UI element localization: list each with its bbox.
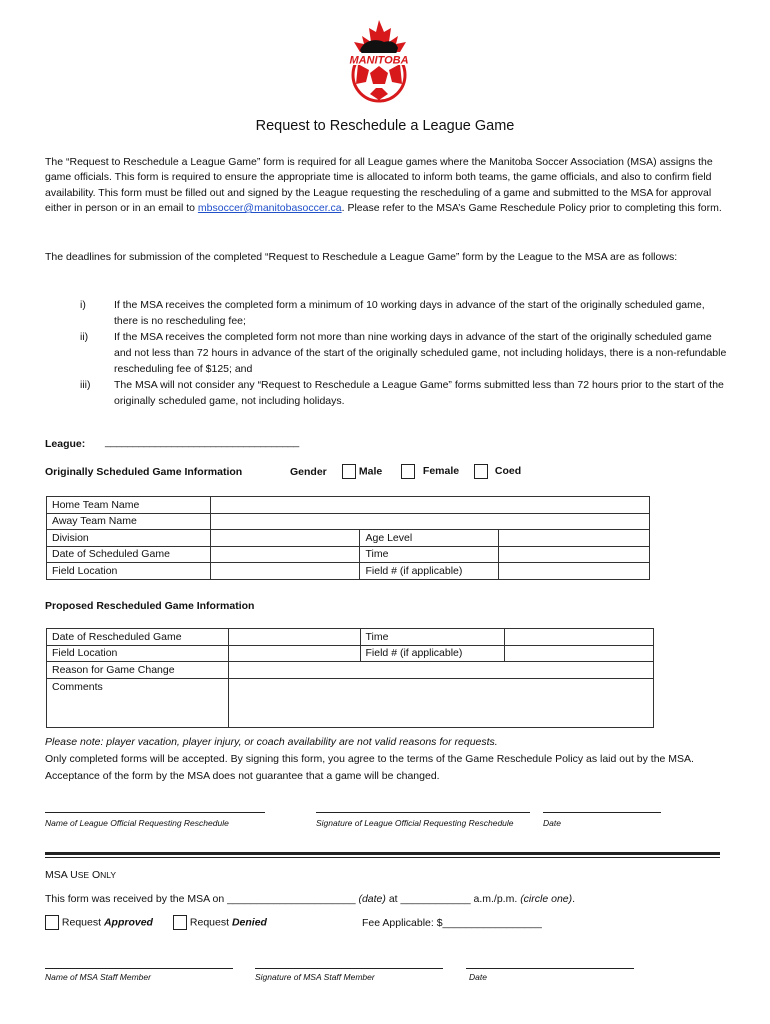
- female-label: Female: [422, 465, 460, 478]
- comments-field[interactable]: [228, 678, 653, 727]
- new-time-field[interactable]: [505, 629, 654, 646]
- time-label: Time: [360, 546, 499, 563]
- table-row: [47, 678, 654, 727]
- denied-checkbox[interactable]: [173, 915, 187, 930]
- staff-signature-line[interactable]: [255, 968, 443, 969]
- denied-option[interactable]: [173, 915, 267, 930]
- msa-title-part: O: [89, 869, 101, 881]
- scheduled-date-label: Date of Scheduled Game: [47, 546, 211, 563]
- new-field-location-label: Field Location: [47, 645, 229, 662]
- league-date-caption: Date: [543, 818, 561, 828]
- league-official-signature-caption: Signature of League Official Requesting Reschedule: [316, 818, 514, 828]
- request-label: Request: [189, 916, 230, 929]
- new-field-number-label: Field # (if applicable): [360, 645, 505, 662]
- time-field[interactable]: [499, 546, 650, 563]
- age-level-field[interactable]: [499, 530, 650, 547]
- home-team-field[interactable]: [210, 497, 649, 514]
- new-field-location-field[interactable]: [228, 645, 360, 662]
- field-location-label: Field Location: [47, 563, 211, 580]
- received-date-text: This form was received by the MSA on ______________________: [45, 893, 356, 905]
- fee-applicable-field[interactable]: Fee Applicable: $_________________: [362, 917, 542, 929]
- agreement-text: Only completed forms will be accepted. By signing this form, you agree to the terms of the Game Reschedule Policy as laid out by the MSA. Acceptance of the form by the MSA does not guarantee that a game will be changed.: [45, 753, 694, 782]
- comments-label: Comments: [47, 678, 229, 727]
- gender-coed-option[interactable]: [474, 464, 521, 479]
- list-item: [80, 297, 730, 329]
- age-level-label: Age Level: [360, 530, 499, 547]
- new-time-label: Time: [360, 629, 505, 646]
- original-game-table: [46, 496, 650, 580]
- division-label: Division: [47, 530, 211, 547]
- intro-paragraph: [45, 155, 730, 216]
- divider: [45, 852, 720, 855]
- table-row: [47, 497, 650, 514]
- home-team-label: Home Team Name: [47, 497, 211, 514]
- intro-text: The “Request to Reschedule a League Game” form is required for all League games where the Manitoba Soccer Association (MSA) assigns the game officials. This form is required to ensure the appropriate time is allocated to inform both teams, the game officials, and also to confirm field availability. This form must be filled out and signed by the League requesting the rescheduling of a game and submitted to the MSA for approval either in person or in an email to: [45, 156, 713, 214]
- msa-use-only-title: [45, 869, 116, 881]
- manitoba-soccer-logo: [336, 18, 422, 104]
- scheduled-date-field[interactable]: [210, 546, 360, 563]
- request-label: Request: [61, 916, 102, 929]
- received-time-text: at ____________ a.m./p.m.: [388, 893, 518, 905]
- received-period: .: [572, 893, 576, 905]
- msa-title-part: MSA U: [45, 869, 78, 881]
- male-checkbox[interactable]: [342, 464, 356, 479]
- intro-text-end: . Please refer to the MSA’s Game Reschedule Policy prior to completing this form.: [341, 201, 722, 214]
- date-hint: (date): [358, 893, 386, 905]
- list-text: If the MSA receives the completed form a minimum of 10 working days in advance of the start of the originally scheduled game, there is no rescheduling fee;: [114, 299, 705, 327]
- staff-name-line[interactable]: [45, 968, 233, 969]
- staff-name-caption: Name of MSA Staff Member: [45, 972, 151, 982]
- deadlines-intro: The deadlines for submission of the completed “Request to Reschedule a League Game” form by the League to the MSA are as follows:: [45, 251, 678, 263]
- gender-male-option[interactable]: [342, 464, 382, 479]
- coed-checkbox[interactable]: [474, 464, 488, 479]
- league-official-name-line[interactable]: [45, 812, 265, 813]
- proposed-section-title: Proposed Rescheduled Game Information: [45, 600, 255, 612]
- league-official-signature-line[interactable]: [316, 812, 530, 813]
- rescheduled-date-label: Date of Rescheduled Game: [47, 629, 229, 646]
- league-field[interactable]: ___________________________________: [105, 436, 299, 448]
- list-number: i): [80, 299, 86, 311]
- table-row: [47, 546, 650, 563]
- note-text: Please note: player vacation, player injury, or coach availability are not valid reasons for requests.: [45, 736, 498, 748]
- proposed-game-table: [46, 628, 654, 728]
- list-text: If the MSA receives the completed form not more than nine working days in advance of the start of the originally scheduled game and not less than 72 hours in advance of the start of the originally scheduled game, not including holidays, there is a non-refundable rescheduling fee of $125; and: [114, 331, 727, 375]
- away-team-label: Away Team Name: [47, 513, 211, 530]
- league-date-line[interactable]: [543, 812, 661, 813]
- list-item: [80, 329, 730, 377]
- list-item: [80, 377, 730, 409]
- circle-hint: (circle one): [520, 893, 573, 905]
- table-row: [47, 513, 650, 530]
- gender-female-option[interactable]: [401, 464, 459, 479]
- table-row: [47, 629, 654, 646]
- denied-label: Denied: [231, 916, 267, 929]
- received-line: [45, 893, 575, 905]
- staff-date-caption: Date: [469, 972, 487, 982]
- league-official-name-caption: Name of League Official Requesting Reschedule: [45, 818, 229, 828]
- list-number: iii): [80, 379, 91, 391]
- table-row: [47, 645, 654, 662]
- logo-text: MANITOBA: [349, 54, 409, 67]
- field-number-field[interactable]: [499, 563, 650, 580]
- approved-label: Approved: [103, 916, 153, 929]
- reason-label: Reason for Game Change: [47, 662, 229, 679]
- msa-title-part: NLY: [100, 870, 117, 880]
- table-row: [47, 530, 650, 547]
- table-row: [47, 563, 650, 580]
- table-row: [47, 662, 654, 679]
- new-field-number-field[interactable]: [505, 645, 654, 662]
- field-number-label: Field # (if applicable): [360, 563, 499, 580]
- approved-checkbox[interactable]: [45, 915, 59, 930]
- field-location-field[interactable]: [210, 563, 360, 580]
- approved-option[interactable]: [45, 915, 153, 930]
- list-number: ii): [80, 331, 89, 343]
- league-label: League:: [45, 438, 86, 450]
- list-text: The MSA will not consider any “Request to Reschedule a League Game” forms submitted less than 72 hours prior to the start of the originally scheduled game, not including holidays.: [114, 379, 724, 407]
- email-link[interactable]: mbsoccer@manitobasoccer.ca: [197, 201, 342, 214]
- division-field[interactable]: [210, 530, 360, 547]
- away-team-field[interactable]: [210, 513, 649, 530]
- female-checkbox[interactable]: [401, 464, 415, 479]
- gender-label: Gender: [290, 466, 327, 478]
- msa-title-part: SE: [77, 870, 90, 880]
- coed-label: Coed: [494, 465, 522, 478]
- page-title: Request to Reschedule a League Game: [255, 118, 515, 134]
- reason-field[interactable]: [228, 662, 653, 679]
- divider: [45, 857, 720, 858]
- original-section-title: Originally Scheduled Game Information: [45, 466, 243, 478]
- male-label: Male: [358, 465, 383, 478]
- staff-date-line[interactable]: [466, 968, 634, 969]
- rescheduled-date-field[interactable]: [228, 629, 360, 646]
- staff-signature-caption: Signature of MSA Staff Member: [255, 972, 375, 982]
